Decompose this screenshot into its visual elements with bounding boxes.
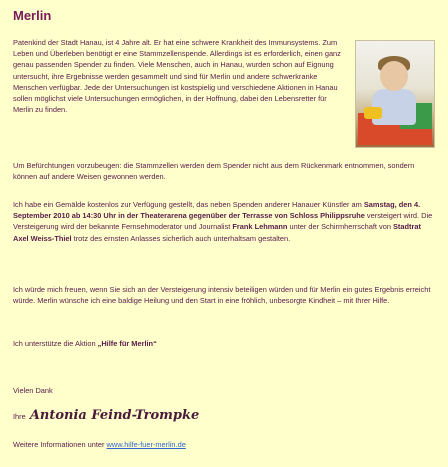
info-paragraph: Um Befürchtungen vorzubeugen: die Stammzellen werden dem Spender nicht aus dem Rückenmark entnommen, sondern können auf andere Weisen gewonnen werden. xyxy=(13,161,415,182)
auction-date: Samstag, den 4. September 2010 ab 14:30 Uhr in der Theaterarena gegenüber der Terrasse von Schloss Philippsruhe xyxy=(13,200,421,221)
signature-prefix: Ihre xyxy=(13,412,26,421)
auction-text-1: Ich habe ein Gemälde kostenlos zur Verfügung gestellt, das neben Spenden anderer Hanauer Künstler am xyxy=(13,200,364,209)
support-paragraph xyxy=(13,338,438,349)
merlin-photo xyxy=(355,40,435,148)
patron-name: Stadtrat Axel Weiss-Thiel xyxy=(13,222,421,243)
intro-paragraph: Patenkind der Stadt Hanau, ist 4 Jahre alt. Er hat eine schwere Krankheit des Immunsystems. Zum Leben und Überleben benötigt er eine Stammzellenspende. Allerdings ist es erforderlich, einen ganz genau passenden Spender zu finden. Viele Menschen, auch in Hanau, wurden schon auf Eignung untersucht, ihre Ergebnisse werden gesammelt und sind für Merlin und andere schwerkranke Menschen verfügbar. Jede der Untersuchungen ist kostspielig und verschiedene Aktionen in Hanau sollen möglichst viele Untersuchungen ermöglichen, in der Hoffnung, dabei den Lebensretter für Merlin zu finden. xyxy=(13,38,341,115)
auction-text-4: trotz des ernsten Anlasses sicherlich auch unterhaltsam gestalten. xyxy=(71,233,291,243)
more-info-text: Weitere Informationen unter xyxy=(13,440,107,449)
signature-line xyxy=(13,408,199,423)
appeal-paragraph: Ich würde mich freuen, wenn Sie sich an der Versteigerung intensiv beteiligen würden und für Merlin ein gutes Ergebnis erreicht würde. Merlin wünsche ich eine baldige Heilung und den Start in eine fröhlich, unbesorgte Kindheit – mit Ihrer Hilfe. xyxy=(13,285,431,306)
support-text: Ich unterstütze die Aktion xyxy=(13,339,98,348)
auction-text-3: unter der Schirmherrschaft von xyxy=(287,222,393,232)
moderator-name: Frank Lehmann xyxy=(232,222,288,232)
auction-text-2: versteigert wird. Die Versteigerung wird der bekannte Fernsehmoderator und Journalist xyxy=(13,211,433,232)
more-info xyxy=(13,440,186,449)
photo-child-head xyxy=(380,61,408,91)
campaign-name: „Hilfe für Merlin“ xyxy=(97,339,157,348)
signature-name: Antonia Feind-Trompke xyxy=(29,408,200,423)
page-title: Merlin xyxy=(13,8,52,23)
thanks-text: Vielen Dank xyxy=(13,386,53,395)
website-link[interactable]: www.hilfe-fuer-merlin.de xyxy=(106,440,186,449)
photo-toy xyxy=(364,107,382,119)
auction-paragraph xyxy=(13,199,438,244)
